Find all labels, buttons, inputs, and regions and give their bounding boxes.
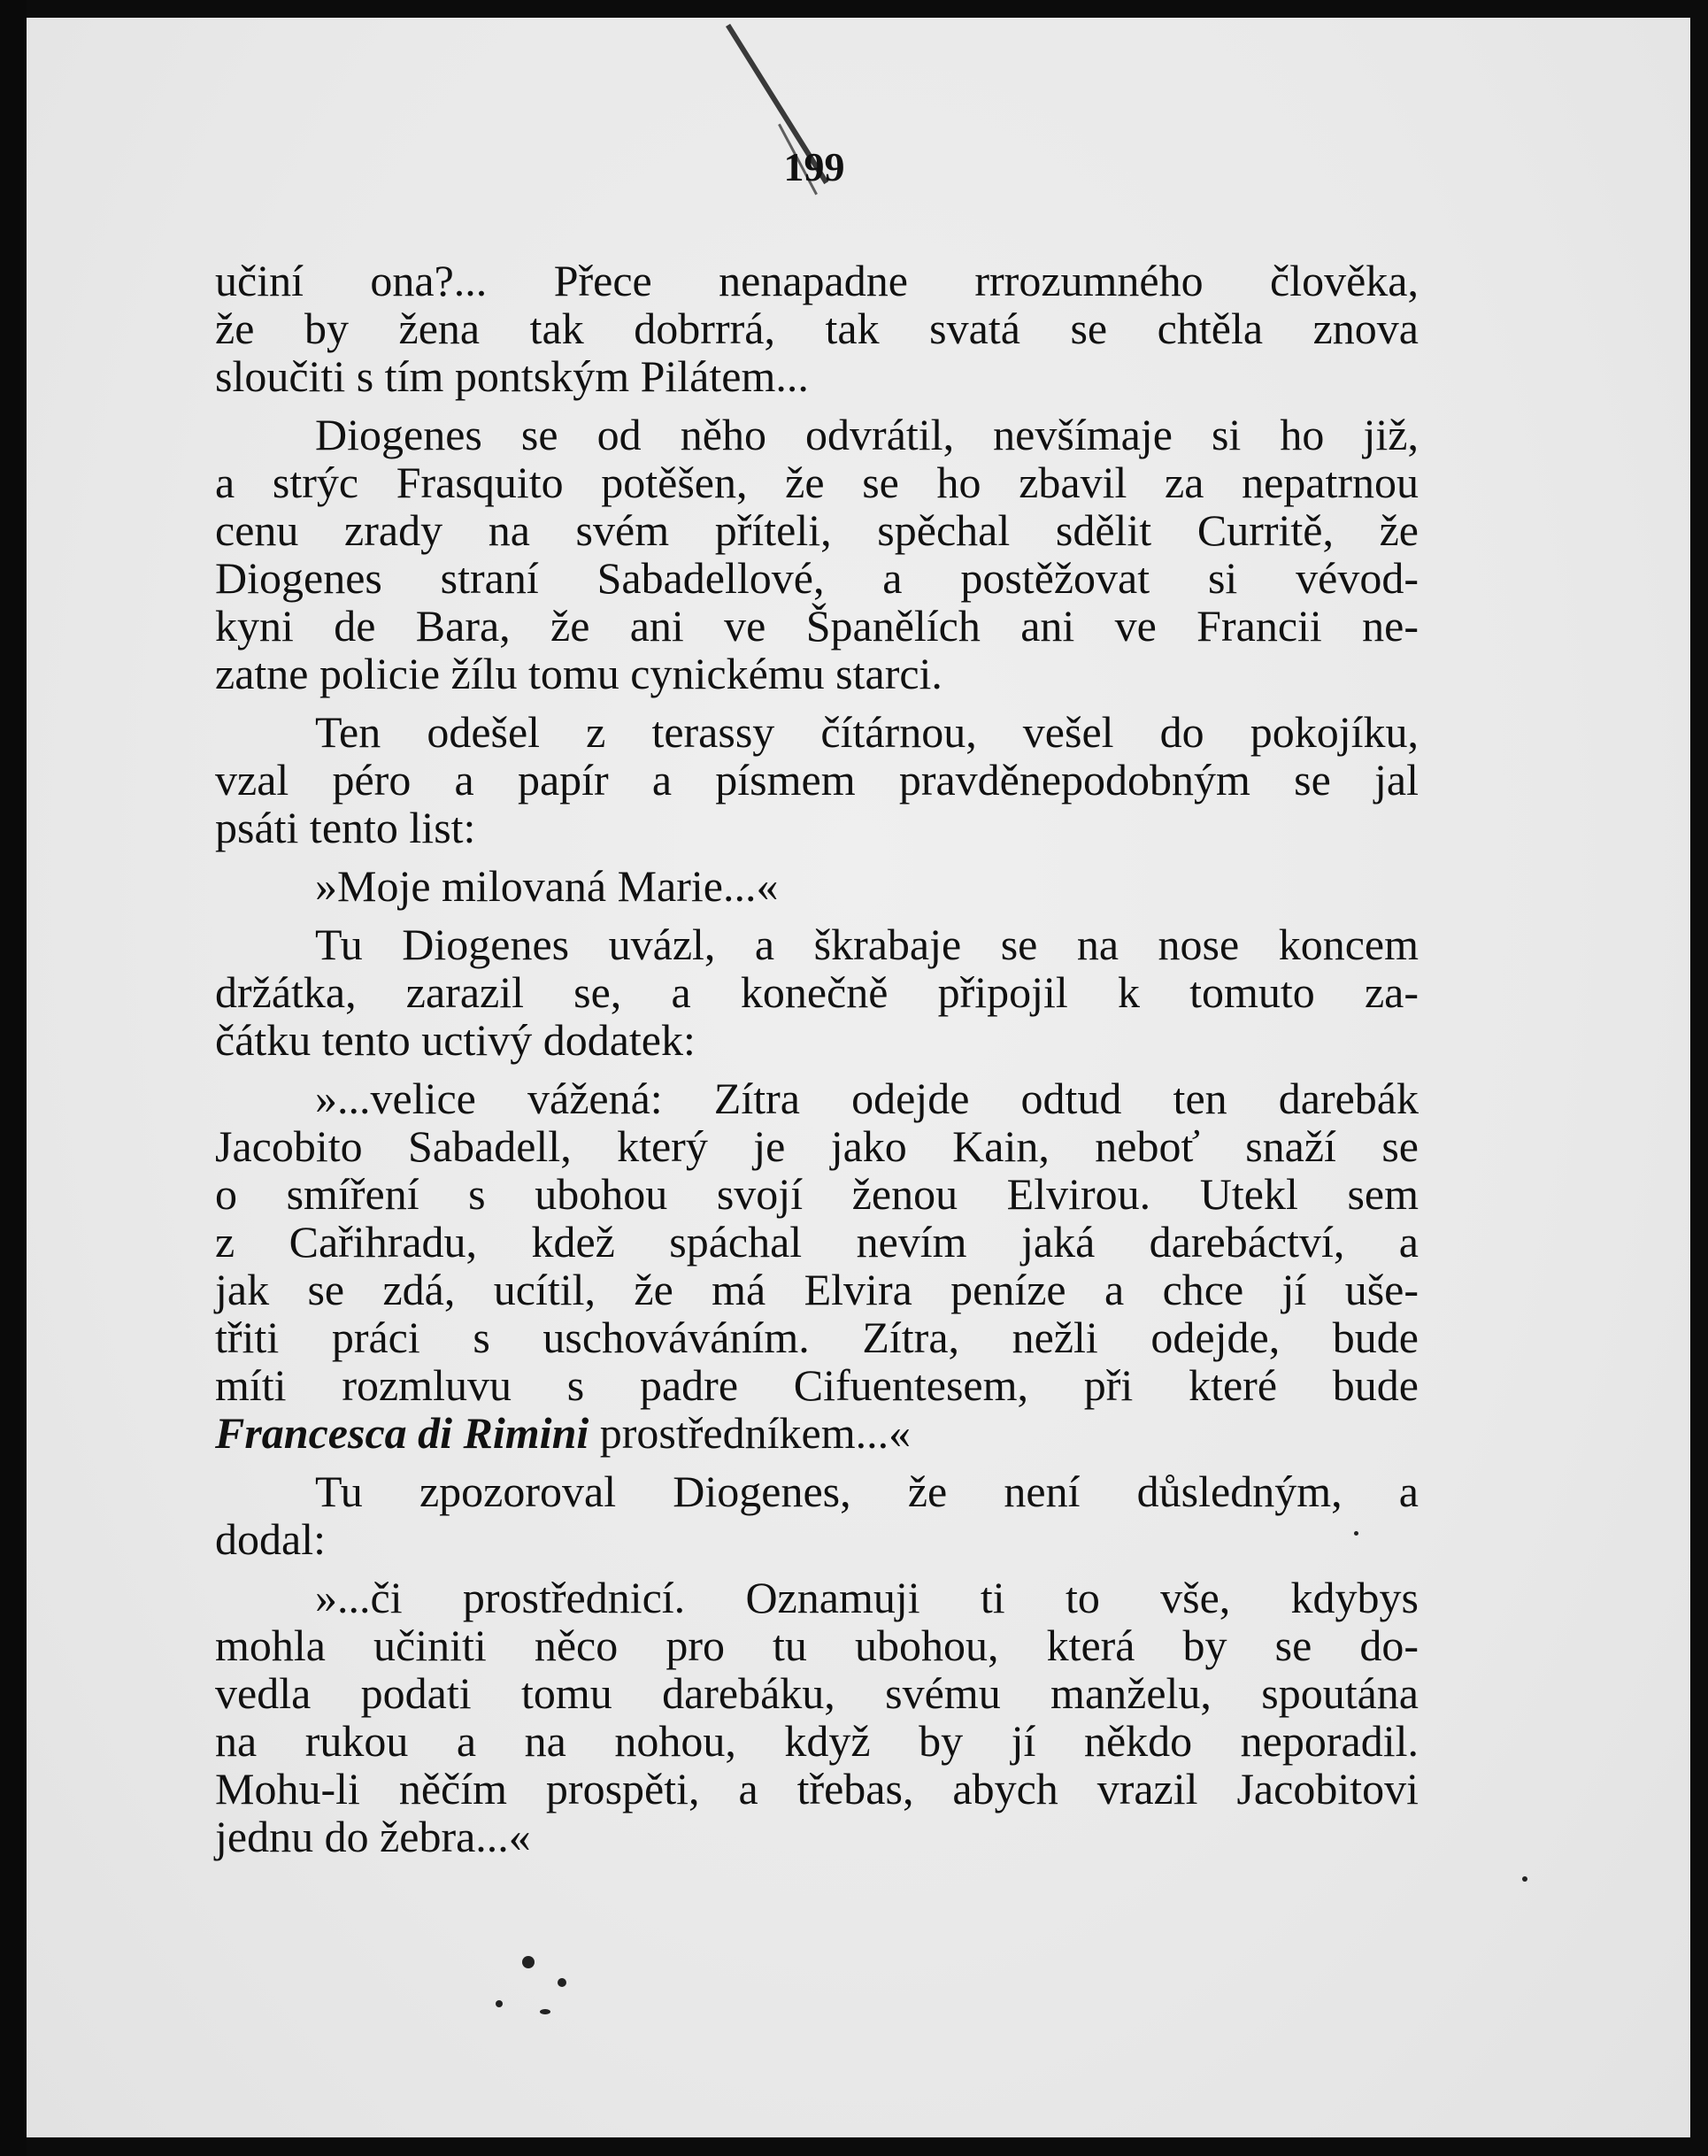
text-line: Diogenes straní Sabadellové, a postěžovat si vévod- (215, 553, 1419, 603)
scan-left-edge (0, 0, 27, 2156)
text-line: vzal péro a papír a písmem pravděnepodobným se jal (215, 755, 1419, 805)
page-number: 199 (783, 144, 845, 189)
text-line: »Moje milovaná Marie...« (315, 861, 779, 911)
paragraph (215, 862, 1419, 910)
ink-speck (540, 2009, 550, 2014)
text-line: dodal: (215, 1514, 326, 1564)
text-line: vedla podati tomu darebáku, svému manželu, spoutána (215, 1668, 1419, 1718)
paragraph (215, 411, 1419, 697)
text-line: sloučiti s tím pontským Pilátem... (215, 351, 809, 401)
text-line: Ten odešel z terassy čítárnou, vešel do pokojíku, (315, 707, 1419, 757)
italic-title: Francesca di Rimini (215, 1408, 589, 1458)
text-line: Diogenes se od něho odvrátil, nevšímaje si ho již, (315, 410, 1419, 459)
text-line: o smíření s ubohou svojí ženou Elvirou. Utekl sem (215, 1169, 1419, 1219)
ink-speck (496, 2000, 503, 2007)
ink-speck (1354, 1531, 1358, 1536)
text-line: kyni de Bara, že ani ve Španělích ani ve Francii ne- (215, 601, 1419, 651)
paragraph (215, 920, 1419, 1064)
ink-speck (522, 1956, 535, 1968)
paragraph (215, 257, 1419, 400)
ink-speck (1522, 1876, 1527, 1882)
book-page (27, 18, 1690, 2137)
text-line: Tu Diogenes uvázl, a škrabaje se na nose koncem (315, 920, 1419, 969)
paragraph (215, 708, 1419, 851)
text-line: »...či prostřednicí. Oznamuji ti to vše, kdybys (315, 1573, 1419, 1622)
text-line (215, 1409, 1419, 1457)
text-line: třiti práci s uschováváním. Zítra, nežli odejde, bude (215, 1313, 1419, 1362)
text-line: čátku tento uctivý dodatek: (215, 1015, 696, 1065)
text-line: jednu do žebra...« (215, 1812, 531, 1861)
text-line-rest: prostředníkem...« (589, 1408, 912, 1458)
text-line: »...velice vážená: Zítra odejde odtud ten darebák (315, 1074, 1419, 1123)
text-line: míti rozmluvu s padre Cifuentesem, při které bude (215, 1360, 1419, 1410)
paragraph (215, 1467, 1419, 1563)
text-line: Jacobito Sabadell, který je jako Kain, neboť snaží se (215, 1121, 1419, 1171)
text-line: jak se zdá, ucítil, že má Elvira peníze a chce jí uše- (215, 1265, 1419, 1314)
text-line: Tu zpozoroval Diogenes, že není důsledným, a (315, 1467, 1419, 1516)
text-line: Mohu-li něčím prospěti, a třebas, abych vrazil Jacobitovi (215, 1764, 1419, 1813)
text-line: učiní ona?... Přece nenapadne rrrozumného člověka, (215, 256, 1419, 305)
ink-speck (558, 1978, 566, 1987)
paragraph (215, 1074, 1419, 1457)
text-line: mohla učiniti něco pro tu ubohou, která by se do- (215, 1621, 1419, 1670)
text-line: a strýc Frasquito potěšen, že se ho zbavil za nepatrnou (215, 458, 1419, 507)
text-line: psáti tento list: (215, 803, 476, 852)
paragraph (215, 1574, 1419, 1860)
text-line: držátka, zarazil se, a konečně připojil k tomuto za- (215, 967, 1419, 1017)
text-line: zatne policie žílu tomu cynickému starci. (215, 649, 942, 698)
body-text (215, 257, 1419, 1871)
text-line: na rukou a na nohou, když by jí někdo neporadil. (215, 1716, 1419, 1766)
text-line: cenu zrady na svém příteli, spěchal sdělit Curritě, že (215, 505, 1419, 555)
text-line: z Cařihradu, kdež spáchal nevím jaká darebáctví, a (215, 1217, 1419, 1267)
text-line: že by žena tak dobrrrá, tak svatá se chtěla znova (215, 304, 1419, 353)
